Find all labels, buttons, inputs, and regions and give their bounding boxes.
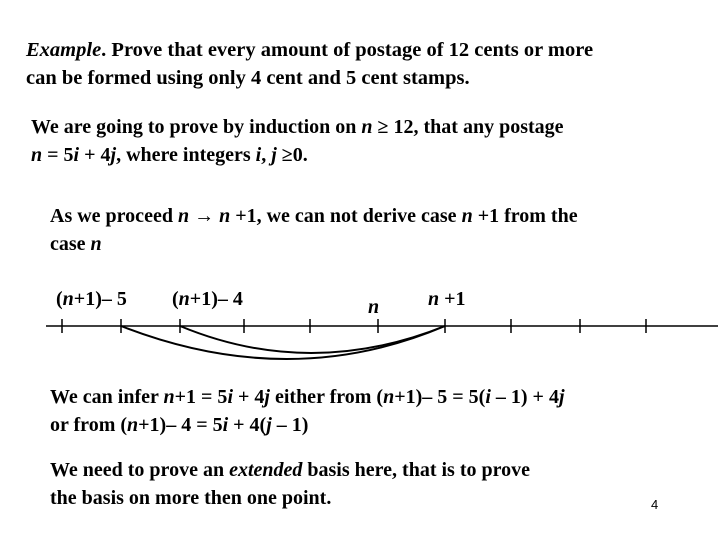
infer-text: +1)– 4 = 5 (138, 414, 223, 436)
var-n: n (361, 116, 373, 138)
intro-text: , where integers (116, 144, 256, 166)
intro-text: ≥0. (276, 144, 308, 166)
var-i: i (485, 386, 491, 408)
var-j: j (266, 414, 272, 436)
step-text: As we proceed (50, 205, 178, 227)
induction-intro (31, 113, 711, 169)
infer-text: +1 = 5 (174, 386, 228, 408)
problem-statement (26, 36, 706, 92)
var-i: i (73, 144, 80, 166)
var-n: n (31, 144, 43, 166)
problem-line-1 (26, 36, 706, 64)
var-n: n (178, 288, 190, 310)
step-text: case (50, 233, 91, 255)
intro-text: = 5 (42, 144, 74, 166)
basis-text: basis here, that is to prove (302, 459, 530, 481)
var-i: i (255, 144, 262, 166)
paren: ( (172, 288, 179, 310)
var-n: n (163, 386, 175, 408)
var-j: j (271, 144, 277, 166)
inference-text (50, 383, 710, 439)
label-text: +1 (439, 288, 466, 310)
var-i: i (227, 386, 233, 408)
var-n: n (177, 205, 190, 227)
intro-line-2 (31, 141, 711, 169)
intro-text: We are going to prove by induction on (31, 116, 362, 138)
var-n: n (428, 288, 440, 310)
step-line-1 (50, 202, 710, 230)
step-text: +1 from the (472, 205, 578, 227)
extended-basis-note (50, 456, 660, 512)
arc-from-minus-4 (180, 326, 445, 353)
infer-text: +1)– 5 = 5( (394, 386, 486, 408)
emphasis-extended: extended (229, 459, 303, 481)
var-j: j (110, 144, 117, 166)
var-j: j (264, 386, 270, 408)
var-i: i (222, 414, 229, 436)
infer-text: We can infer (50, 386, 164, 408)
infer-text: – 1) (271, 414, 309, 436)
intro-line-1 (31, 113, 711, 141)
basis-line-2: the basis on more then one point. (50, 487, 332, 509)
infer-line-2 (50, 411, 710, 439)
var-n: n (127, 414, 139, 436)
arrow-symbol: → (189, 205, 220, 227)
label-text: +1)– 5 (73, 288, 127, 310)
step-line-2 (50, 230, 710, 258)
var-n: n (461, 205, 473, 227)
var-n: n (368, 296, 380, 318)
infer-line-1 (50, 383, 710, 411)
example-label: Example (26, 39, 102, 61)
infer-text: either from ( (269, 386, 384, 408)
label-text: +1)– 4 (189, 288, 243, 310)
intro-text: + 4 (79, 144, 111, 166)
infer-text: + 4( (228, 414, 267, 436)
basis-text: We need to prove an (50, 459, 230, 481)
var-n: n (219, 205, 231, 227)
slide-number: 4 (651, 497, 659, 512)
var-n: n (62, 288, 74, 310)
intro-text: , (261, 144, 272, 166)
var-n: n (90, 233, 102, 255)
infer-text: – 1) + 4 (490, 386, 559, 408)
paren: ( (56, 288, 63, 310)
problem-line-2: can be formed using only 4 cent and 5 cent stamps. (26, 67, 470, 89)
intro-text: ≥ 12, that any postage (372, 116, 564, 138)
number-line-diagram (0, 300, 720, 390)
infer-text: or from ( (50, 414, 128, 436)
step-text: +1, we can not derive case (230, 205, 462, 227)
var-j: j (558, 386, 565, 408)
infer-text: + 4 (233, 386, 265, 408)
basis-line-1 (50, 456, 660, 484)
induction-step-note (50, 202, 710, 258)
problem-text-1: . Prove that every amount of postage of 12 cents or more (101, 39, 594, 61)
var-n: n (383, 386, 395, 408)
